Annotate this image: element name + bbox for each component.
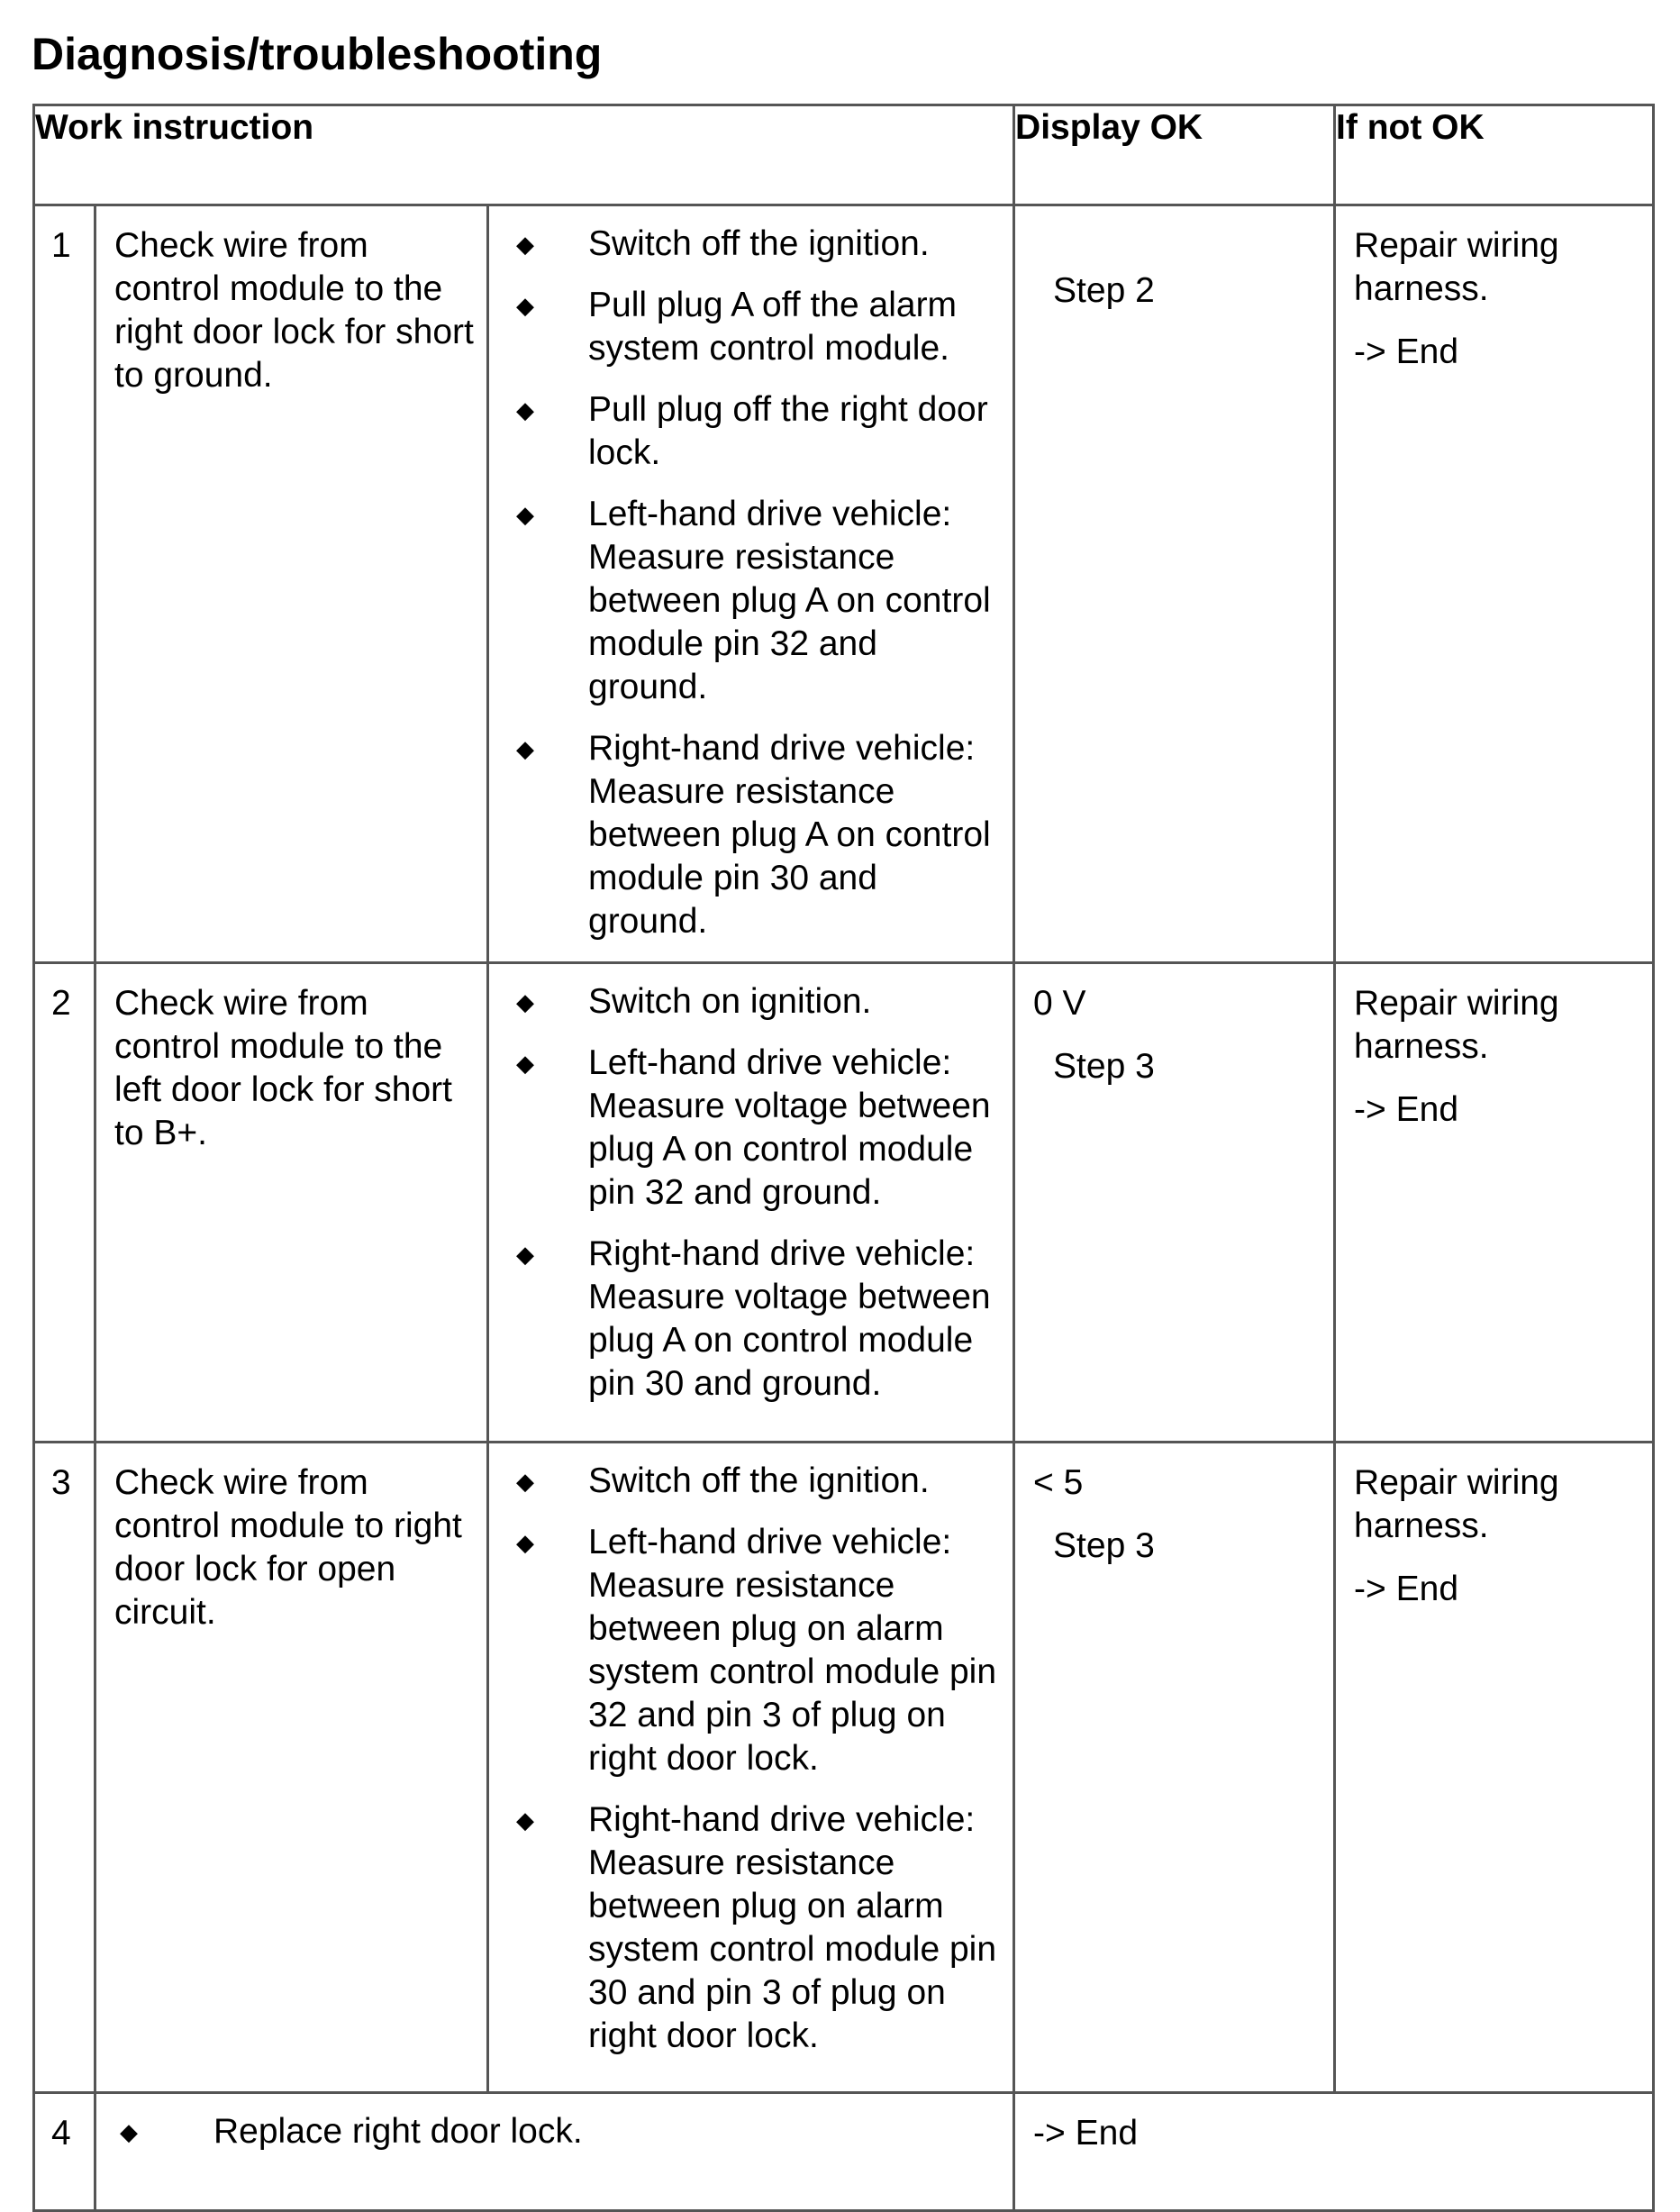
table-row	[34, 2093, 1654, 2211]
display-ok-cell	[1014, 963, 1335, 1443]
list-item: ◆ Switch off the ignition.	[507, 1460, 1002, 1503]
list-item: ◆ Right-hand drive vehicle: Measure resistance between plug on alarm system control module pin 30 and pin 3 of plug on right door lock.	[516, 1800, 997, 2055]
diamond-bullet-icon: ◆	[516, 1468, 534, 1495]
step-number: 2	[34, 963, 95, 1443]
remedy-text: Repair wiring harness.	[1354, 984, 1559, 1066]
header-work-instruction: Work instruction	[34, 105, 1014, 205]
list-item: ◆ Left-hand drive vehicle: Measure voltage between plug A on control module pin 32 and ground.	[516, 1043, 991, 1212]
diamond-bullet-icon: ◆	[516, 292, 534, 319]
next-step: Step 2	[1053, 271, 1155, 310]
diamond-bullet-icon: ◆	[516, 1807, 534, 1834]
diamond-bullet-icon: ◆	[516, 1529, 534, 1556]
expected-value: 0 V	[1033, 984, 1086, 1023]
if-not-ok-cell	[1335, 1443, 1654, 2093]
step-instructions	[488, 963, 1014, 1443]
diamond-bullet-icon: ◆	[516, 735, 534, 762]
if-not-ok-cell	[1335, 963, 1654, 1443]
display-ok-cell	[1014, 205, 1335, 963]
step-instructions	[95, 2093, 1014, 2211]
list-item: ◆ Replace right door lock.	[114, 2110, 1002, 2153]
diamond-bullet-icon: ◆	[516, 1241, 534, 1268]
diamond-bullet-icon: ◆	[516, 501, 534, 528]
end-link: -> End	[1354, 1570, 1459, 1608]
expected-value: < 5	[1033, 1463, 1084, 1502]
list-item: ◆ Pull plug off the right door lock.	[516, 390, 988, 472]
table-row	[34, 963, 1654, 1443]
display-ok-cell	[1014, 1443, 1335, 2093]
list-item: ◆ Pull plug A off the alarm system control module.	[516, 286, 958, 368]
step-instructions	[488, 1443, 1014, 2093]
header-display-ok: Display OK	[1014, 105, 1335, 205]
table-row	[34, 1443, 1654, 2093]
list-item: ◆ Right-hand drive vehicle: Measure voltage between plug A on control module pin 30 and ground.	[516, 1234, 991, 1403]
table-row	[34, 205, 1654, 963]
step-description: Check wire from control module to the left door lock for short to B+.	[95, 963, 488, 1443]
diamond-bullet-icon: ◆	[516, 988, 534, 1015]
step-description: Check wire from control module to right door lock for open circuit.	[95, 1443, 488, 2093]
diamond-bullet-icon: ◆	[516, 1050, 534, 1077]
diamond-bullet-icon: ◆	[516, 396, 534, 423]
next-step: Step 3	[1053, 1047, 1155, 1086]
remedy-text: Repair wiring harness.	[1354, 226, 1559, 308]
step-instructions	[488, 205, 1014, 963]
list-item: ◆ Switch off the ignition.	[507, 223, 1002, 266]
if-not-ok-cell	[1335, 205, 1654, 963]
list-item: ◆ Right-hand drive vehicle: Measure resistance between plug A on control module pin 30 and ground.	[516, 729, 991, 941]
page-title: Diagnosis/troubleshooting	[32, 29, 603, 79]
list-item: ◆ Left-hand drive vehicle: Measure resistance between plug on alarm system control module pin 32 and pin 3 of plug on right door lock.	[516, 1523, 997, 1778]
table-header-row	[34, 105, 1654, 205]
list-item: ◆ Left-hand drive vehicle: Measure resistance between plug A on control module pin 32 and ground.	[516, 495, 991, 706]
next-step: Step 3	[1053, 1526, 1155, 1565]
list-item: ◆ Switch on ignition.	[507, 980, 1002, 1024]
header-if-not-ok: If not OK	[1335, 105, 1654, 205]
remedy-text: Repair wiring harness.	[1354, 1463, 1559, 1545]
display-ok-cell: -> End	[1014, 2093, 1654, 2211]
end-link: -> End	[1354, 1090, 1459, 1129]
diamond-bullet-icon: ◆	[120, 2118, 138, 2145]
step-number: 3	[34, 1443, 95, 2093]
diagnosis-table	[32, 104, 1655, 2212]
end-link: -> End	[1354, 332, 1459, 371]
step-description: Check wire from control module to the right door lock for short to ground.	[95, 205, 488, 963]
step-number: 1	[34, 205, 95, 963]
step-number: 4	[34, 2093, 95, 2211]
diamond-bullet-icon: ◆	[516, 231, 534, 258]
